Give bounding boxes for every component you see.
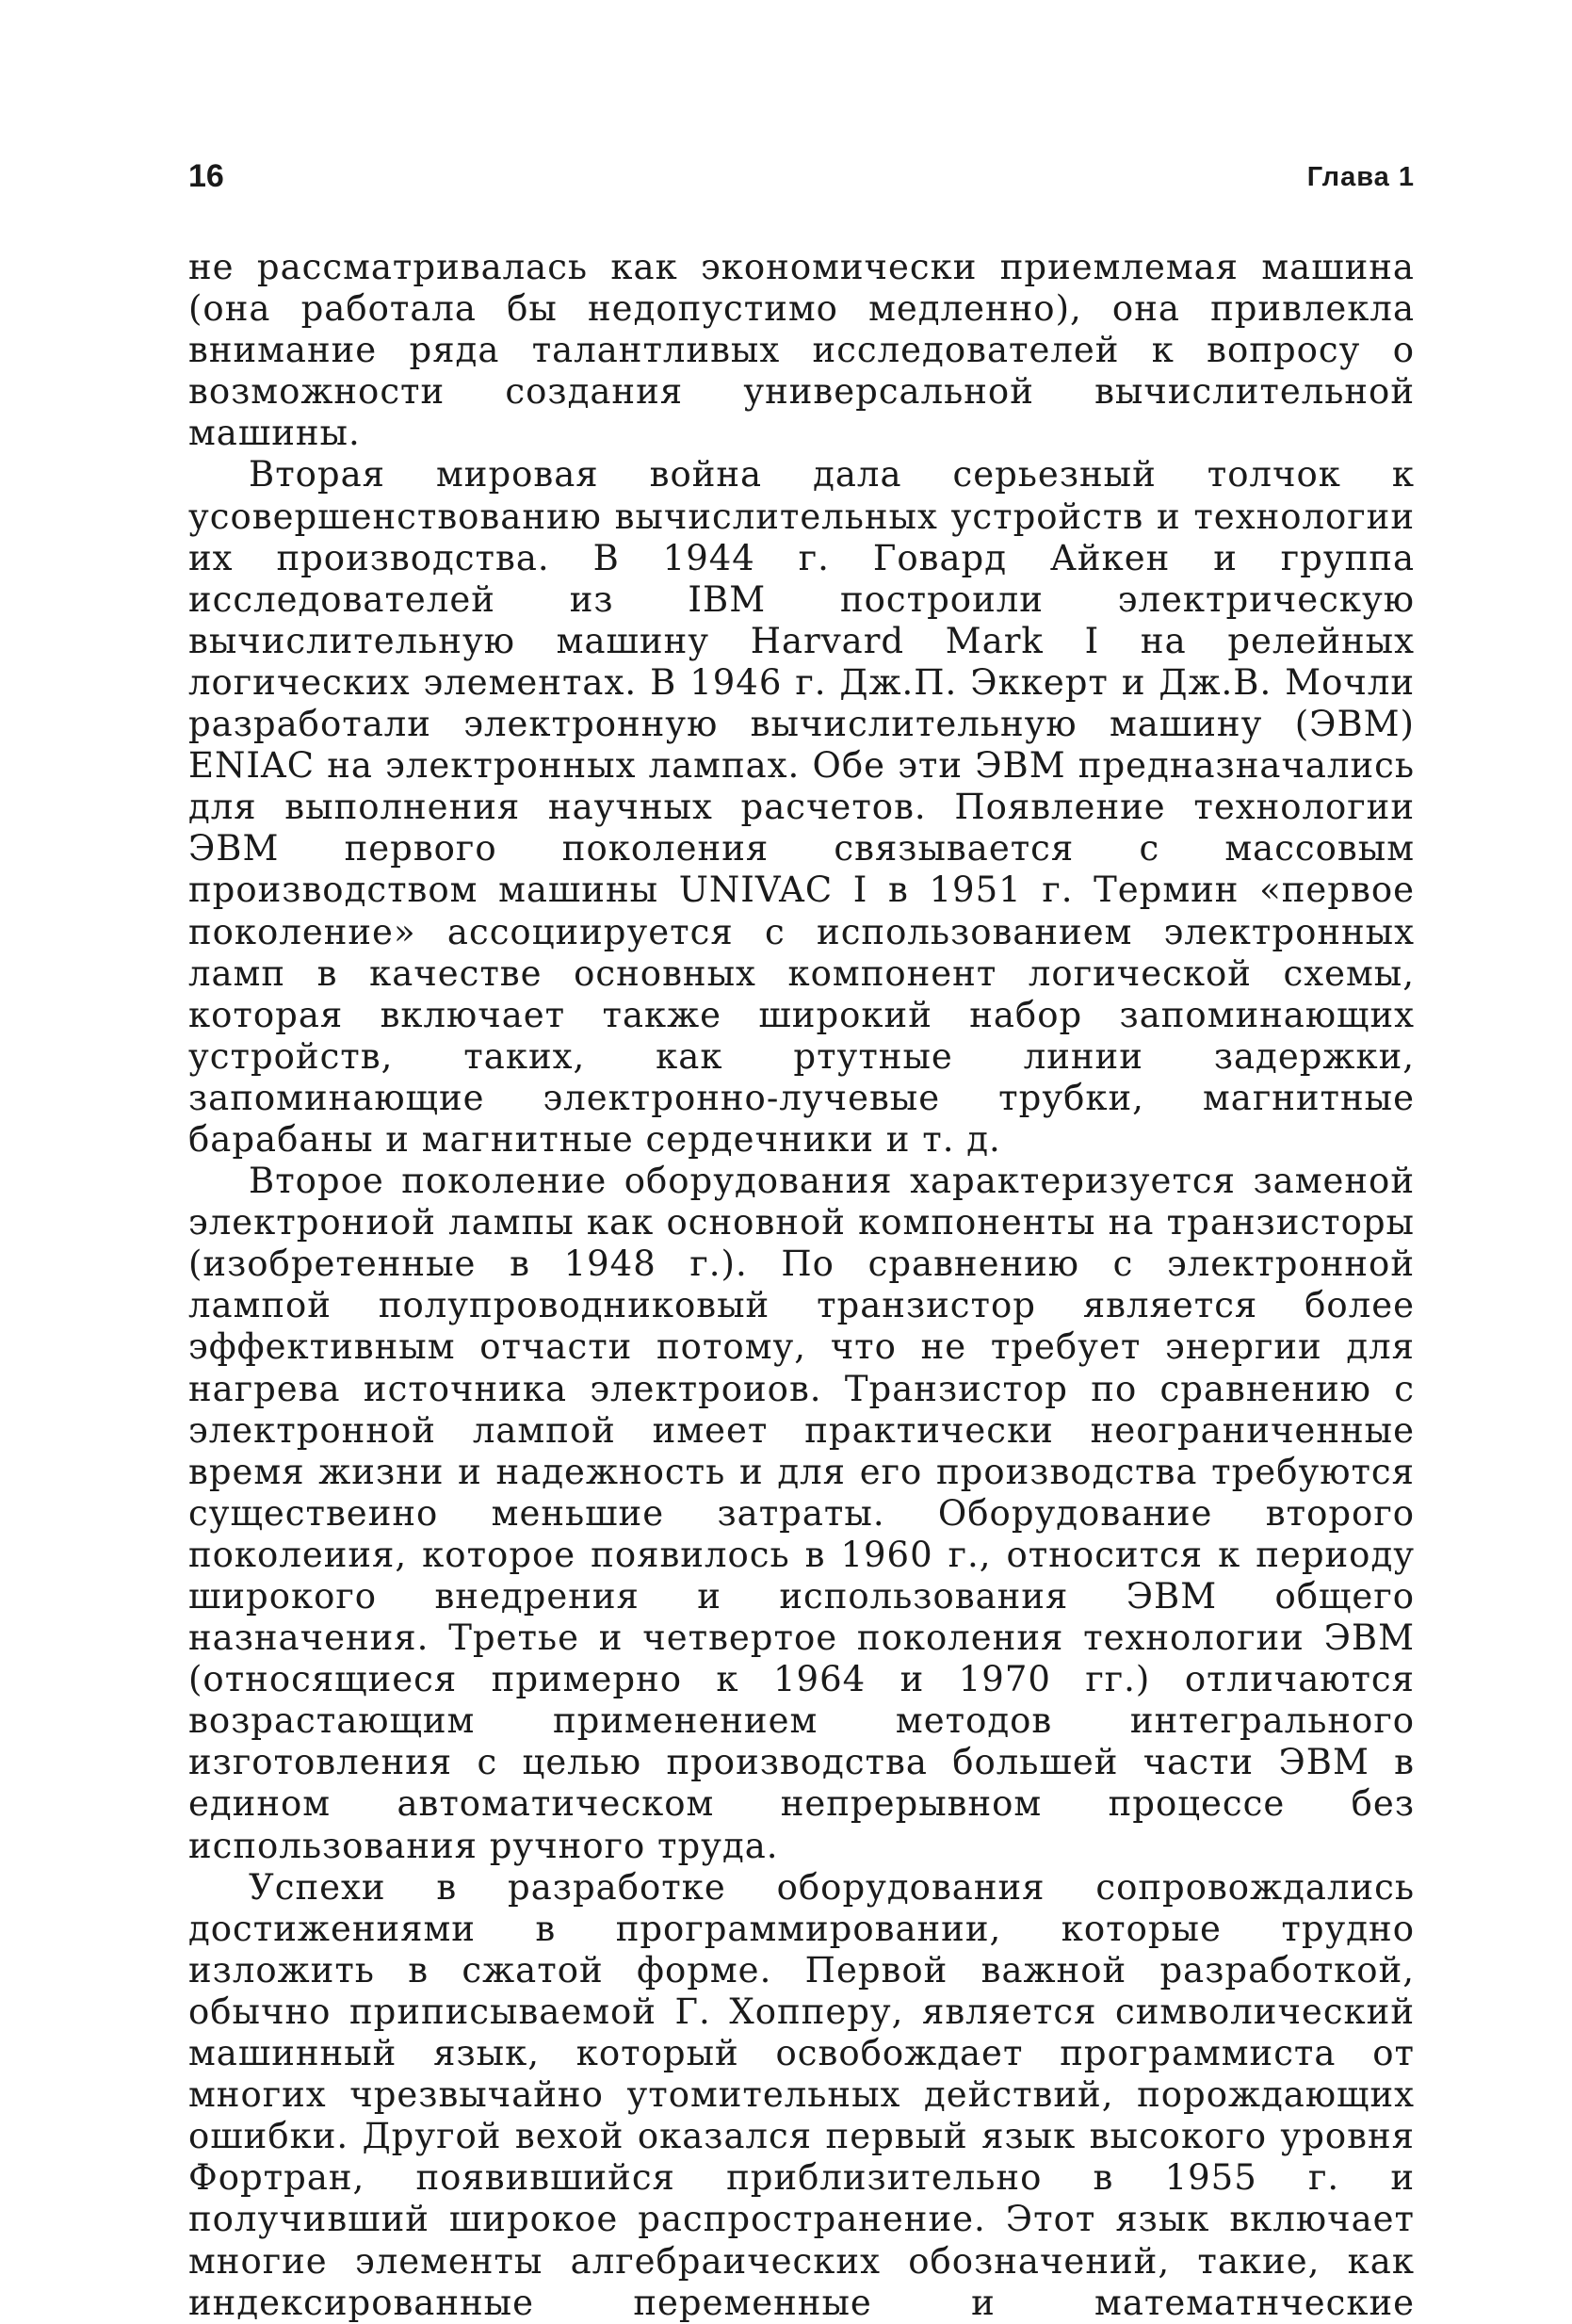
paragraph: Успехи в разработке оборудования сопровождались достижениями в программировании, которые трудно изложить в сжатой форме. Первой важной разработкой, обычно приписываемой Г. Хопперу, является символический машинный язык, который освобождает программиста от многих чрезвычайно утомительных действий, порождающих ошибки. Другой вехой оказался первый язык высокого уровня Фортран, появившийся приблизительно в 1955 г. и получивший широкое распространение. Этот язык включает многие элементы алгебраических обозначений, такие, как индексированные переменные и математнческие — [188, 1866, 1415, 2323]
chapter-title: Глава 1 — [1306, 162, 1415, 192]
text-body — [188, 247, 1415, 2324]
page-header — [188, 158, 1415, 215]
paragraph: Второе поколение оборудования характеризуется заменой электрониой лампы как основной компоненты на транзисторы (изобретенные в 1948 г.). По сравнению с электронной лампой полупроводниковый транзистор является более эффективным отчасти потому, что не требует энергии для нагрева источника электроиов. Транзистор по сравнению с электронной лампой имеет практически неограниченные время жизни и надежность и для его производства требуются существеино меньшие затраты. Оборудование второго поколеиия, которое появилось в 1960 г., относится к периоду широкого внедрения и использования ЭВМ общего назначения. Третье и четвертое поколения технологии ЭВМ (относящиеся примерно к 1964 и 1970 гг.) отличаются возрастающим применением методов интегрального изготовления с целью производства большей части ЭВМ в едином автоматическом непрерывном процессе без использования ручного труда. — [188, 1161, 1415, 1866]
paragraph: не рассматривалась как экономически приемлемая машина (она работала бы недопустимо медленно), она привлекла внимание ряда талантливых исследователей к вопросу о возможности создания универсальной вычислительной машины. — [188, 247, 1415, 454]
paragraph: Вторая мировая война дала серьезный толчок к усовершенствованию вычислительных устройств и технологии их производства. В 1944 г. Говард Айкен и группа исследователей из IBM построили электрическую вычислительную машину Harvard Mark I на релейных логических элементах. В 1946 г. Дж.П. Эккерт и Дж.В. Мочли разработали электронную вычислительную машину (ЭВМ) ENIAC на электронных лампах. Обе эти ЭВМ предназначались для выполнения научных расчетов. Появление технологии ЭВМ первого поколения связывается с массовым производством машины UNIVAC I в 1951 г. Термин «первое поколение» ассоциируется с использованием электронных ламп в качестве основных компонент логической схемы, которая включает также широкий набор запоминающих устройств, таких, как ртутные линии задержки, запоминающие электронно-лучевые трубки, магнитные барабаны и магнитные сердечники и т. д. — [188, 454, 1415, 1160]
page-number: 16 — [188, 158, 224, 194]
